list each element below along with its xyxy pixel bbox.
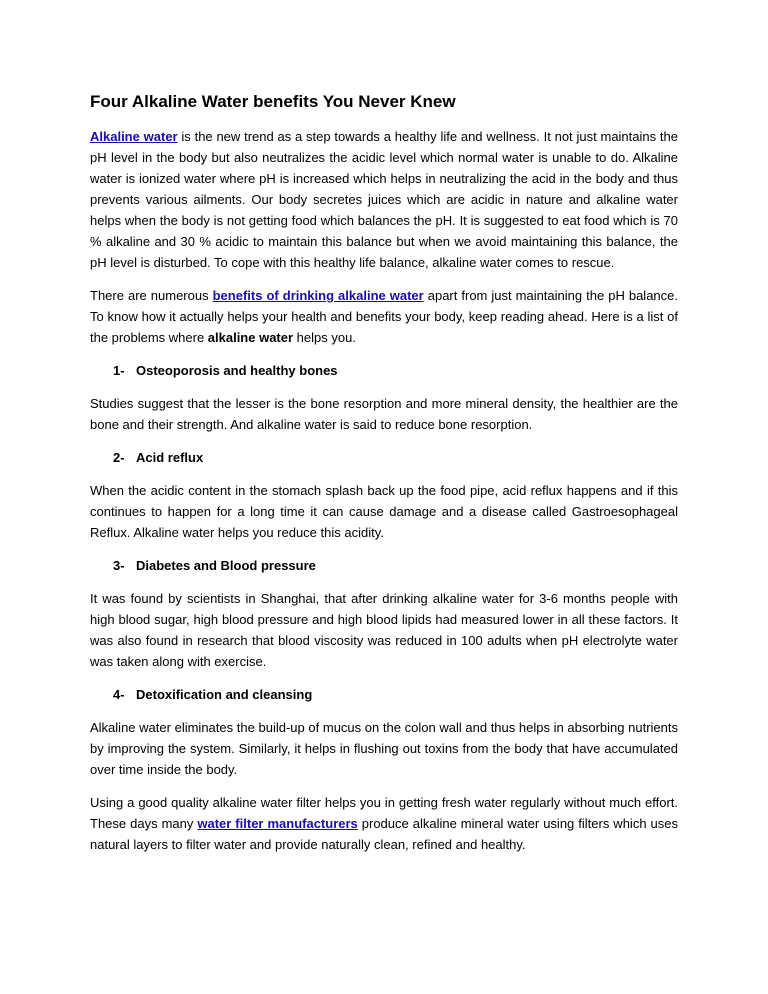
- section-heading-text: Osteoporosis and healthy bones: [136, 363, 338, 378]
- section-paragraph-2: When the acidic content in the stomach splash back up the food pipe, acid reflux happens and if this continues to happen for a long time it can cause damage and a disease called Gastroesophageal Reflux. Alkaline water helps you reduce this acidity.: [90, 483, 678, 540]
- intro-text: is the new trend as a step towards a healthy life and wellness. It not just maintains the pH level in the body but also neutralizes the acidic level which normal water is unable to do. Alkaline water is ionized water where pH is increased which helps in neutralizing the acid in the body and thus prevents various ailments. Our body secretes juices which are acidic in nature and alkaline water helps when the body is not getting food which balances the pH. It is suggested to eat food which is 70 % alkaline and 30 % acidic to maintain this balance but when we avoid maintaining this balance, the pH level is disturbed. To cope with this healthy life balance, alkaline water comes to rescue.: [90, 129, 678, 270]
- closing-paragraph: [90, 792, 678, 855]
- benefits-text-middle: apart from just maintaining the pH balance. To know how it actually helps your health and benefits your body, keep reading ahead. Here is a list of the problems where: [90, 288, 679, 345]
- section-paragraph-1: Studies suggest that the lesser is the bone resorption and more mineral density, the healthier are the bone and their strength. And alkaline water is said to reduce bone resorption.: [90, 396, 678, 432]
- benefits-link[interactable]: benefits of drinking alkaline water: [212, 288, 424, 303]
- section-heading-text: Diabetes and Blood pressure: [136, 558, 316, 573]
- document-body: [90, 90, 678, 867]
- section-heading-text: Detoxification and cleansing: [136, 687, 313, 702]
- section-heading-3: [113, 555, 678, 576]
- section-number: 1-: [113, 363, 125, 378]
- benefits-text-before: There are numerous: [90, 288, 213, 303]
- section-heading-text: Acid reflux: [136, 450, 204, 465]
- page-title: Four Alkaline Water benefits You Never Knew: [90, 92, 456, 111]
- alkaline-water-link[interactable]: Alkaline water: [90, 129, 178, 144]
- section-heading-1: [113, 360, 678, 381]
- section-heading-4: [113, 684, 678, 705]
- benefits-bold-term: alkaline water: [207, 330, 294, 345]
- benefits-text-after: helps you.: [293, 330, 356, 345]
- benefits-paragraph: [90, 285, 678, 348]
- section-paragraph-4: Alkaline water eliminates the build-up of mucus on the colon wall and thus helps in absorbing nutrients by improving the system. Similarly, it helps in flushing out toxins from the body that have accumulated over time inside the body.: [90, 720, 678, 777]
- water-filter-manufacturers-link[interactable]: water filter manufacturers: [197, 816, 358, 831]
- intro-paragraph: [90, 126, 678, 273]
- section-number: 4-: [113, 687, 125, 702]
- section-number: 2-: [113, 450, 125, 465]
- section-number: 3-: [113, 558, 125, 573]
- closing-text-before: Using a good quality alkaline water filter helps you in getting fresh water regularly without much effort. These days many: [90, 795, 678, 831]
- closing-text-after: produce alkaline mineral water using filters which uses natural layers to filter water and provide naturally clean, refined and healthy.: [90, 816, 678, 852]
- section-heading-2: [113, 447, 678, 468]
- section-paragraph-3: It was found by scientists in Shanghai, that after drinking alkaline water for 3-6 months people with high blood sugar, high blood pressure and high blood lipids had measured lower in all these factors. It was also found in research that blood viscosity was reduced in 100 adults when pH electrolyte water was taken along with exercise.: [90, 591, 678, 669]
